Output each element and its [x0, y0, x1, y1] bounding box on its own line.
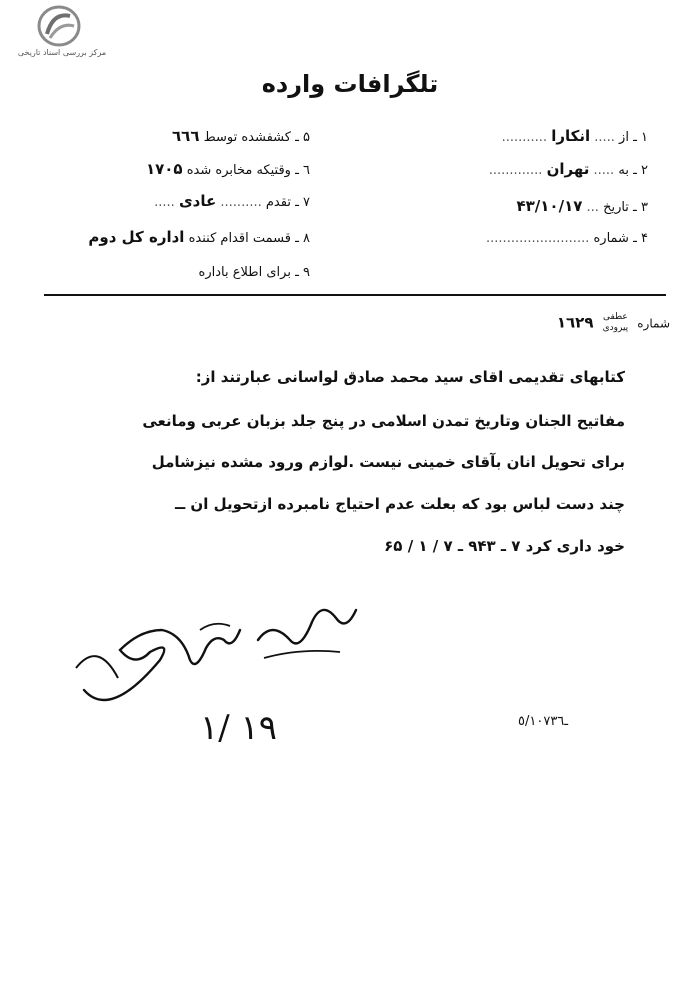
signature-left	[84, 630, 240, 700]
field-label: ۷ ـ تقدم	[265, 195, 310, 210]
field-label: ۸ ـ قسمت اقدام کننده	[188, 231, 310, 246]
field-date: ۳ ـ تاریخ ... ۴۳/۱۰/۱۷	[516, 197, 648, 215]
body-line: کتابهای تقدیمی اقای سید محمد صادق لواسانی عبارتند از:	[195, 368, 625, 386]
body-line: خود داری کرد ۷ ـ ۹۴۳ ـ ۷ / ۱ / ۶۵	[384, 537, 625, 555]
body-line: مفاتیح الجنان وتاریخ تمدن اسلامی در پنج جلد بزبان عربی ومانعی	[142, 412, 625, 430]
field-from: ۱ ـ از ..... انکارا ...........	[501, 127, 648, 145]
field-value: عادی	[178, 192, 217, 210]
handwritten-date: ۱/ ۱۹	[200, 708, 278, 748]
field-number: ۴ ـ شماره .........................	[486, 231, 648, 246]
body-line: برای تحویل انان بآقای خمینی نیست .لوازم ورود مشده نیزشامل	[151, 453, 625, 471]
reference-type-bottom: پیرودی	[602, 323, 629, 333]
field-to: ۲ ـ به ..... تهران .............	[488, 160, 648, 178]
reference-type-top: عطفی	[602, 312, 628, 322]
field-value: ۴۳/۱۰/۱۷	[516, 197, 583, 215]
field-label: ۵ ـ کشفشده توسط	[203, 130, 310, 145]
field-value: تهران	[546, 160, 590, 178]
field-label: ٦ ـ وقتیکه مخابره شده	[186, 163, 310, 178]
field-label: ۴ ـ شماره	[593, 231, 648, 246]
field-label: ۱ ـ از	[619, 130, 648, 145]
signature-right	[258, 610, 356, 644]
field-label: ۹ ـ برای اطلاع باداره	[198, 265, 310, 280]
field-label: ۳ ـ تاریخ	[603, 200, 648, 215]
logo-caption: مرکز بررسی اسناد تاریخی	[17, 48, 107, 57]
field-value: انکارا	[551, 127, 591, 145]
field-value: ٦٦٦	[172, 127, 200, 145]
field-value: ۱۷۰۵	[145, 160, 183, 178]
field-priority: ۷ ـ تقدم .......... عادی .....	[154, 192, 310, 210]
reference-label: شماره	[637, 316, 670, 331]
reference-value: ۱٦۲۹	[556, 313, 594, 332]
body-line: چند دست لباس بود که بعلت عدم احتیاج نامبرده ازتحویل ان ــ	[174, 495, 625, 513]
page-title: تلگرافات وارده	[261, 70, 439, 98]
document-code: ٥/۱۰۷ـ۳٦	[518, 714, 569, 729]
field-label: ۲ ـ به	[618, 163, 648, 178]
field-value: اداره کل دوم	[88, 228, 185, 246]
